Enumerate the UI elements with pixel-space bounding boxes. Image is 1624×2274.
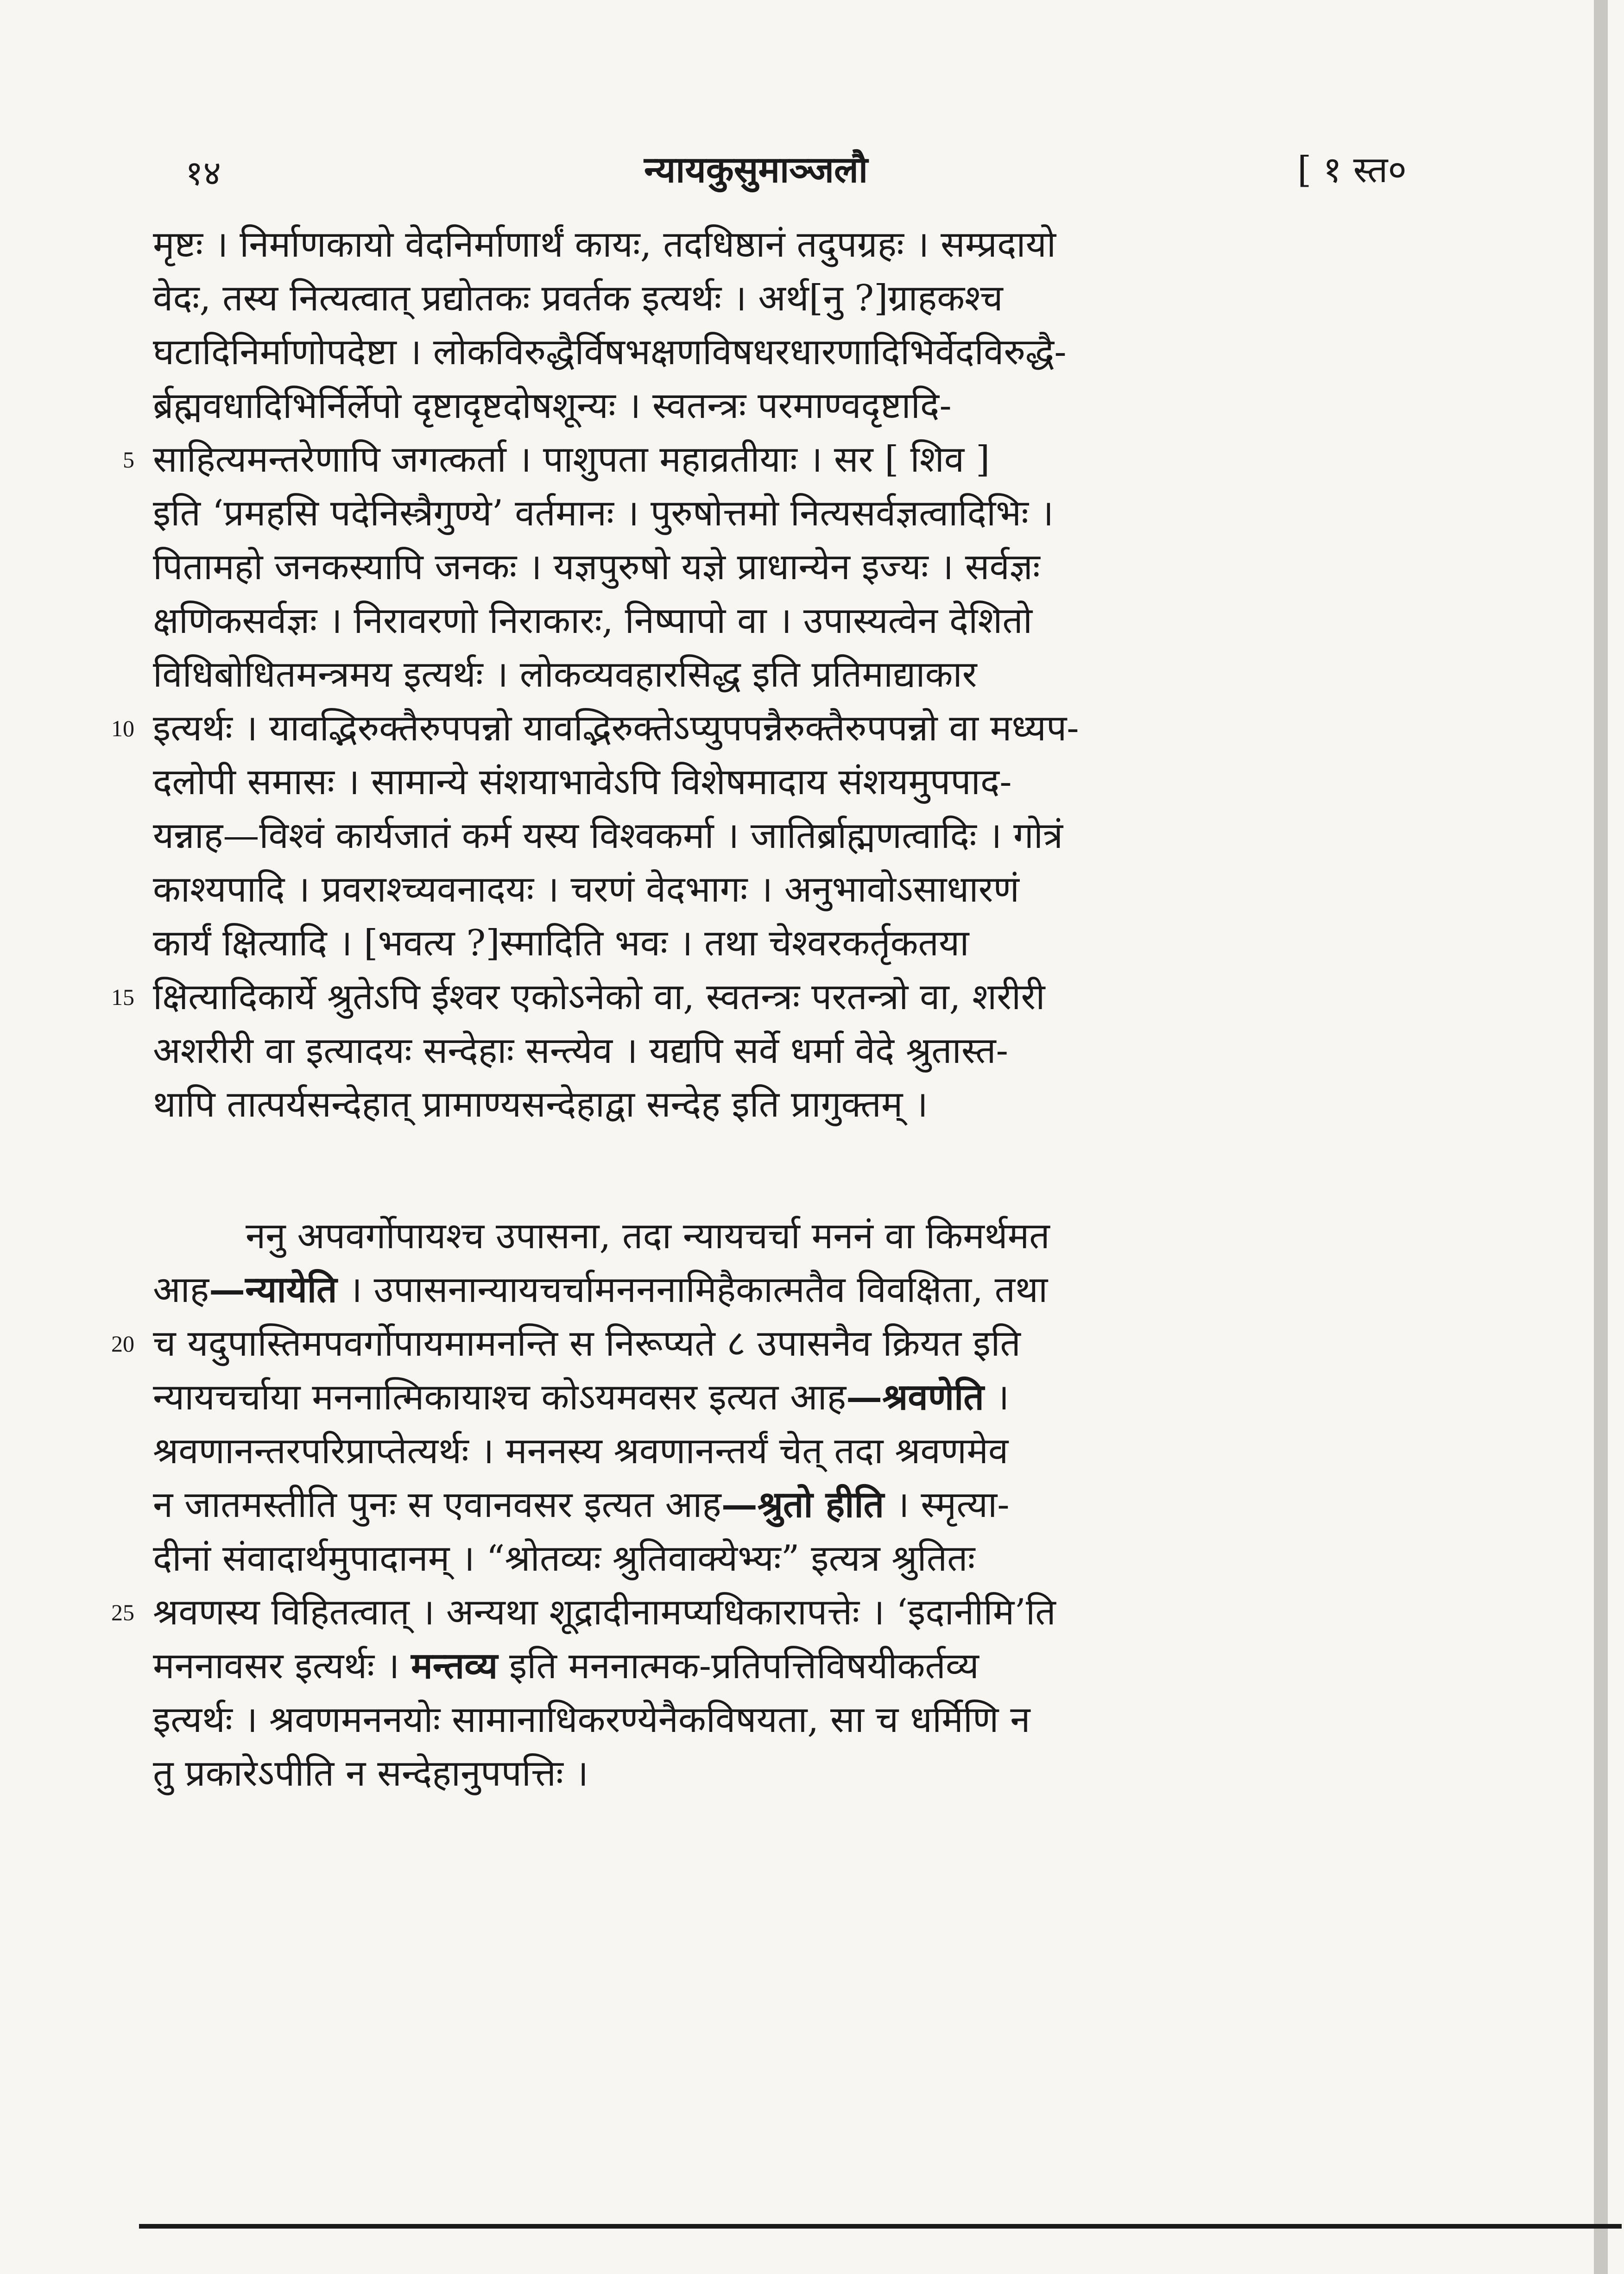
line-text: साहित्यमन्तरेणापि जगत्कर्ता । पाशुपता महाव्रतीयाः । सर [ शिव ] <box>153 439 990 480</box>
line-text: इति ‘प्रमहसि पदेनिस्त्रैगुण्ये’ वर्तमानः । पुरुषोत्तमो नित्यसर्वज्ञत्वादिभिः । <box>153 493 1054 534</box>
text-line <box>153 1639 1450 1693</box>
line-number: 25 <box>111 1599 134 1625</box>
lemma-bold: —न्यायेति <box>209 1269 337 1311</box>
line-text: । उपासनान्यायचर्चामनननामिहैकात्मतैव विवक्षिता, तथा <box>337 1269 1048 1311</box>
text-line <box>153 218 1450 272</box>
text-line <box>111 1585 1450 1639</box>
text-line <box>123 433 1450 486</box>
line-text: दीनां संवादार्थमुपादानम् । “श्रोतव्यः श्रुतिवाक्येभ्यः” इत्यत्र श्रुतितः <box>153 1538 975 1579</box>
text-line <box>153 1024 1450 1078</box>
line-text: । <box>984 1377 1010 1418</box>
line-text: इत्यर्थः । यावद्भिरुक्तैरुपपन्नो यावद्भिरुक्तेऽप्युपपन्नैरुक्तैरुपपन्नो वा मध्यप- <box>153 707 1079 749</box>
text-line <box>153 1532 1450 1585</box>
text-line <box>111 1317 1450 1371</box>
text-line <box>153 1478 1450 1532</box>
line-text: थापि तात्पर्यसन्देहात् प्रामाण्यसन्देहाद्वा सन्देह इति प्रागुक्तम् । <box>153 1084 928 1125</box>
bottom-rule <box>139 2224 1622 2229</box>
lemma-bold: मन्तव्य <box>411 1645 498 1687</box>
line-text: । स्मृत्या- <box>884 1484 1010 1526</box>
lemma-bold: —श्रवणेति <box>846 1376 984 1418</box>
line-text: पितामहो जनकस्यापि जनकः । यज्ञपुरुषो यज्ञे प्राधान्येन इज्यः । सर्वज्ञः <box>153 546 1040 588</box>
line-text: क्षणिकसर्वज्ञः । निरावरणो निराकारः, निष्पापो वा । उपास्यत्वेन देशितो <box>153 600 1033 642</box>
text-line <box>153 1693 1450 1747</box>
text-line <box>153 755 1450 809</box>
section-marker: [ १ स्त० <box>1297 149 1407 191</box>
line-text: मननावसर इत्यर्थः । <box>153 1645 411 1687</box>
text-line <box>153 1747 1450 1800</box>
binding-shadow <box>1594 0 1608 2274</box>
line-text: दलोपी समासः । सामान्ये संशयाभावेऽपि विशेषमादाय संशयमुपपाद- <box>153 761 1012 803</box>
text-line <box>153 379 1450 433</box>
line-number: 5 <box>123 447 134 473</box>
text-line <box>153 540 1450 594</box>
line-number: 20 <box>111 1331 134 1357</box>
line-text: घटादिनिर्माणोपदेष्टा । लोकविरुद्धैर्विषभक्षणविषधरधारणादिभिर्वेदविरुद्धै- <box>153 331 1067 373</box>
text-line <box>153 325 1450 379</box>
line-text: न जातमस्तीति पुनः स एवानवसर इत्यत आह <box>153 1484 721 1526</box>
text-line <box>153 1209 1450 1263</box>
running-header <box>0 139 1624 193</box>
line-text: र्ब्रह्मवधादिभिर्निर्लेपो दृष्टादृष्टदोषशून्यः । स्वतन्त्रः परमाण्वदृष्टादि- <box>153 385 952 427</box>
line-text: च यदुपास्तिमपवर्गोपायमामनन्ति स निरूप्यते ८ उपासनैव क्रियत इति <box>153 1323 1021 1364</box>
text-line <box>153 272 1450 325</box>
line-text: आह <box>153 1269 209 1311</box>
line-text: मृष्टः । निर्माणकायो वेदनिर्माणार्थं कायः, तदधिष्ठानं तदुपग्रहः । सम्प्रदायो <box>153 224 1056 265</box>
line-text: इति मननात्मक-प्रतिपत्तिविषयीकर्तव्य <box>498 1645 979 1687</box>
text-line <box>153 809 1450 863</box>
text-line <box>153 1424 1450 1478</box>
text-line <box>153 916 1450 970</box>
line-text: वेदः, तस्य नित्यत्वात् प्रद्योतकः प्रवर्तक इत्यर्थः । अर्थ[नु ?]ग्राहकश्च <box>153 278 1003 319</box>
line-text: श्रवणानन्तरपरिप्राप्तेत्यर्थः । मननस्य श्रवणानन्तर्यं चेत् तदा श्रवणमेव <box>153 1430 1009 1472</box>
line-text: तु प्रकारेऽपीति न सन्देहानुपपत्तिः । <box>153 1753 589 1794</box>
text-line <box>153 863 1450 916</box>
line-text: अशरीरी वा इत्यादयः सन्देहाः सन्त्येव । यद्यपि सर्वे धर्मा वेदे श्रुतास्त- <box>153 1030 1008 1072</box>
line-text: श्रवणस्य विहितत्वात् । अन्यथा शूद्रादीनामप्यधिकारापत्तेः । ‘इदानीमि’ति <box>153 1592 1056 1633</box>
line-text: यन्नाह—विश्वं कार्यजातं कर्म यस्य विश्वकर्मा । जातिर्ब्राह्मणत्वादिः । गोत्रं <box>153 815 1063 857</box>
line-text: काश्यपादि । प्रवराश्च्यवनादयः । चरणं वेदभागः । अनुभावोऽसाधारणं <box>153 869 1019 910</box>
line-text: इत्यर्थः । श्रवणमननयोः सामानाधिकरण्येनैकविषयता, सा च धर्मिणि न <box>153 1699 1030 1741</box>
line-number: 15 <box>111 984 134 1010</box>
text-line <box>153 486 1450 540</box>
commentary-body <box>111 218 1450 1800</box>
text-line <box>153 1078 1450 1131</box>
line-text: क्षित्यादिकार्ये श्रुतेऽपि ईश्वर एकोऽनेको वा, स्वतन्त्रः परतन्त्रो वा, शरीरी <box>153 976 1045 1018</box>
line-text: न्यायचर्चाया मननात्मिकायाश्च कोऽयमवसर इत्यत आह <box>153 1377 847 1418</box>
text-line <box>153 648 1450 701</box>
line-number: 10 <box>111 715 134 741</box>
text-line <box>153 1263 1450 1317</box>
line-text: ननु अपवर्गोपायश्च उपासना, तदा न्यायचर्चा मननं वा किमर्थमत <box>246 1215 1050 1257</box>
text-line <box>153 1371 1450 1424</box>
line-text: विधिबोधितमन्त्रमय इत्यर्थः । लोकव्यवहारसिद्ध इति प्रतिमाद्याकार <box>153 654 977 695</box>
line-text: कार्यं क्षित्यादि । [भवत्य ?]स्मादिति भवः । तथा चेश्वरकर्तृकतया <box>153 922 969 964</box>
text-line <box>153 594 1450 648</box>
page-number: १४ <box>185 153 221 193</box>
text-line <box>111 701 1450 755</box>
text-line <box>111 970 1450 1024</box>
paragraph-gap <box>153 1131 1450 1209</box>
book-title: न्यायकुसुमाञ्जलौ <box>644 149 868 191</box>
lemma-bold: —श्रुतो हीति <box>721 1484 885 1526</box>
